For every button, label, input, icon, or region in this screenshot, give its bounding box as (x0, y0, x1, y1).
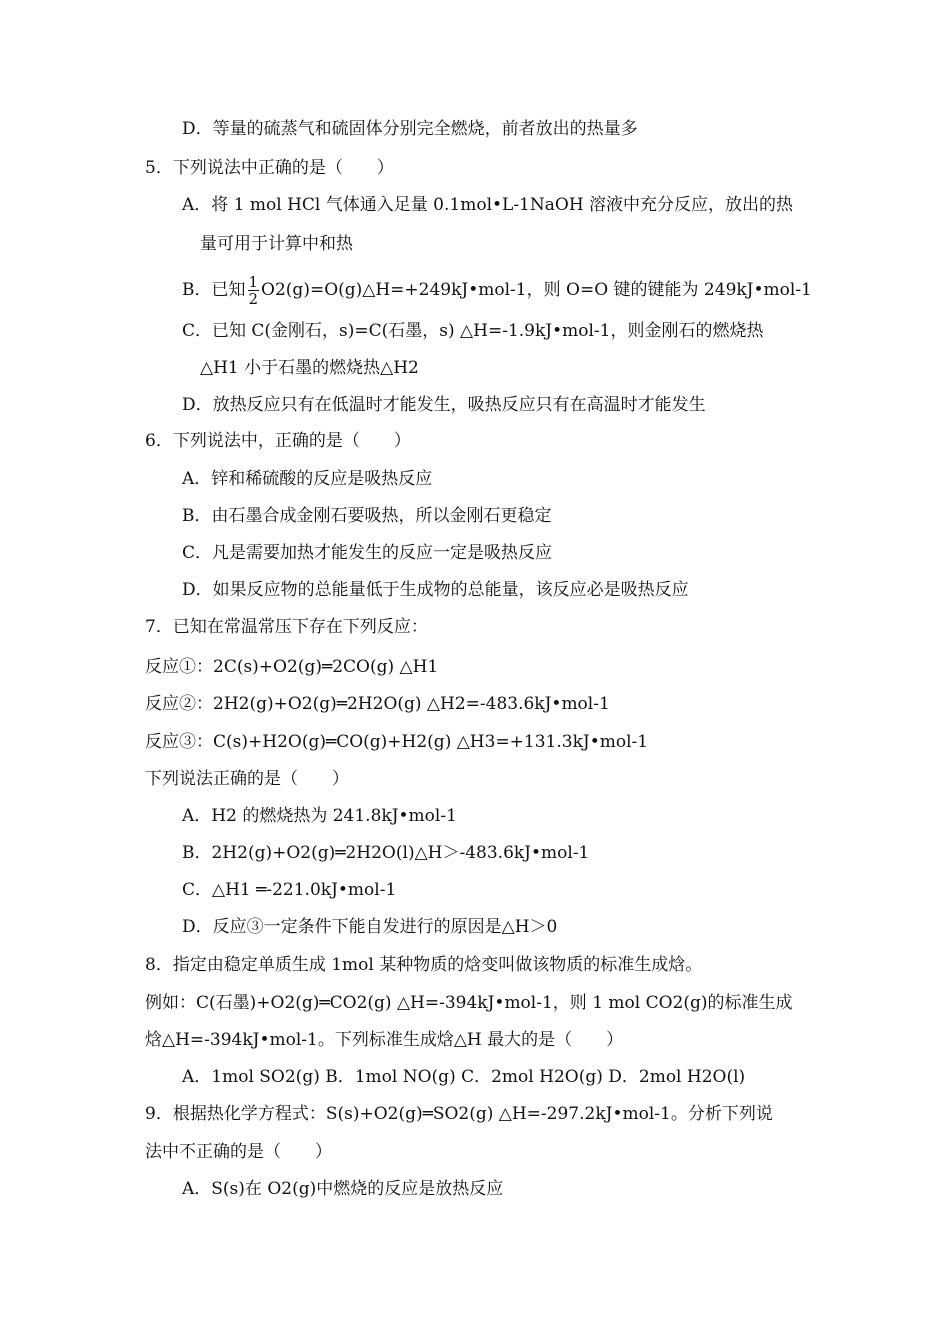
q8-example: 例如：C(石墨)+O2(g)═CO2(g) △H=-394kJ•mol-1，则 1 mol CO2(g)的标准生成 (145, 993, 793, 1013)
q8-stem: 8．指定由稳定单质生成 1mol 某种物质的焓变叫做该物质的标准生成焓。 (145, 955, 703, 975)
q8-example-continued: 焓△H=-394kJ•mol-1。下列标准生成焓△H 最大的是（ ） (145, 1030, 624, 1050)
q5-option-c: C．已知 C(金刚石，s)=C(石墨，s) △H=-1.9kJ•mol-1，则金刚石的燃烧热 (182, 321, 764, 341)
q5-option-b (182, 274, 812, 307)
q5-stem: 5．下列说法中正确的是（ ） (145, 158, 394, 178)
q7-option-a: A．H2 的燃烧热为 241.8kJ•mol-1 (182, 806, 457, 826)
q8-options: A．1mol SO2(g) B．1mol NO(g) C．2mol H2O(g) D．2mol H2O(l) (182, 1067, 746, 1087)
q5-option-c-continued: △H1 小于石墨的燃烧热△H2 (200, 358, 419, 378)
q5-option-b-prefix: B．已知 (182, 280, 246, 300)
q7-option-c: C．△H1 ═-221.0kJ•mol-1 (182, 880, 397, 900)
q5-option-a-continued: 量可用于计算中和热 (200, 234, 353, 254)
q5-option-b-text: O2(g)=O(g)△H=+249kJ•mol-1，则 O=O 键的键能为 249kJ•mol-1 (261, 280, 812, 300)
q7-reaction-2: 反应②：2H2(g)+O2(g)═2H2O(g) △H2=-483.6kJ•mol-1 (145, 694, 610, 714)
q7-reaction-1: 反应①：2C(s)+O2(g)═2CO(g) △H1 (145, 657, 439, 677)
q6-option-d: D．如果反应物的总能量低于生成物的总能量，该反应必是吸热反应 (182, 580, 689, 600)
q9-stem-continued: 法中不正确的是（ ） (145, 1142, 332, 1162)
q6-option-a: A．锌和稀硫酸的反应是吸热反应 (182, 469, 433, 489)
q6-option-c: C．凡是需要加热才能发生的反应一定是吸热反应 (182, 543, 553, 563)
fraction-one-half: $\frac{1}{2}$ (248, 273, 259, 308)
q7-prompt: 下列说法正确的是（ ） (145, 769, 349, 789)
q6-option-b: B．由石墨合成金刚石要吸热，所以金刚石更稳定 (182, 506, 552, 526)
q4-option-d: D．等量的硫蒸气和硫固体分别完全燃烧，前者放出的热量多 (182, 119, 638, 139)
q7-option-b: B．2H2(g)+O2(g)═2H2O(l)△H＞-483.6kJ•mol-1 (182, 843, 590, 863)
q9-stem: 9．根据热化学方程式：S(s)+O2(g)═SO2(g) △H=-297.2kJ•mol-1。分析下列说 (145, 1104, 773, 1124)
q7-stem: 7．已知在常温常压下存在下列反应： (145, 617, 428, 637)
q6-stem: 6．下列说法中，正确的是（ ） (145, 431, 411, 451)
q7-reaction-3: 反应③：C(s)+H2O(g)═CO(g)+H2(g) △H3=+131.3kJ•mol-1 (145, 732, 649, 752)
q5-option-d: D．放热反应只有在低温时才能发生，吸热反应只有在高温时才能发生 (182, 395, 706, 415)
q5-option-a: A．将 1 mol HCl 气体通入足量 0.1mol•L-1NaOH 溶液中充分反应，放出的热 (182, 195, 794, 215)
q7-option-d: D．反应③一定条件下能自发进行的原因是△H＞0 (182, 917, 558, 937)
q9-option-a: A．S(s)在 O2(g)中燃烧的反应是放热反应 (182, 1179, 504, 1199)
